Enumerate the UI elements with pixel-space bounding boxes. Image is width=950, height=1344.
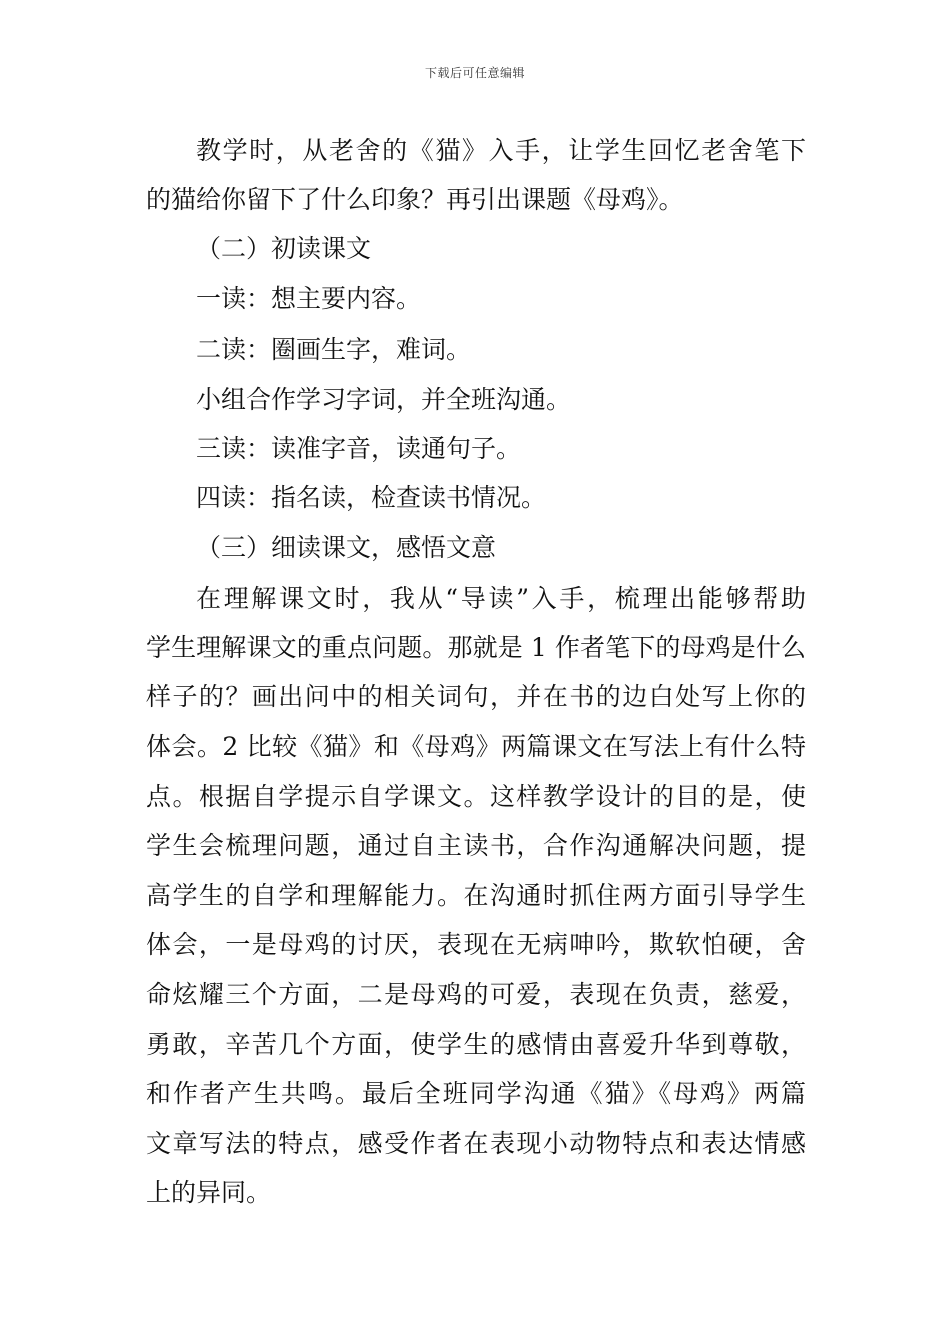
list-item: 四读：指名读，检查读书情况。 xyxy=(196,483,547,512)
list-item: 二读：圈画生字，难词。 xyxy=(196,335,472,364)
paragraph-line: 教学时，从老舍的《猫》入手，让学生回忆老舍笔下 xyxy=(196,136,806,165)
list-item: 三读：读准字音，读通句子。 xyxy=(196,434,522,463)
paragraph-line: 学生理解课文的重点问题。那就是 1 作者笔下的母鸡是什么 xyxy=(146,633,806,662)
section-heading: （二）初读课文 xyxy=(196,234,372,263)
paragraph-line: 高学生的自学和理解能力。在沟通时抓住两方面引导学生 xyxy=(146,881,806,910)
paragraph-line: 在理解课文时，我从“导读”入手，梳理出能够帮助 xyxy=(196,584,806,613)
paragraph-line: 的猫给你留下了什么印象？再引出课题《母鸡》。 xyxy=(146,185,684,214)
list-item: 小组合作学习字词，并全班沟通。 xyxy=(196,385,572,414)
paragraph-line: 点。根据自学提示自学课文。这样教学设计的目的是，使 xyxy=(146,782,806,811)
paragraph-line: 体会，一是母鸡的讨厌，表现在无病呻吟，欺软怕硬，舍 xyxy=(146,930,806,959)
paragraph-line: 样子的？画出问中的相关词句，并在书的边白处写上你的 xyxy=(146,682,806,711)
paragraph-line: 命炫耀三个方面，二是母鸡的可爱，表现在负责，慈爱， xyxy=(146,980,806,1009)
paragraph-line: 勇敢，辛苦几个方面，使学生的感情由喜爱升华到尊敬， xyxy=(146,1030,806,1059)
paragraph-line: 和作者产生共鸣。最后全班同学沟通《猫》《母鸡》两篇 xyxy=(146,1079,806,1108)
paragraph-line: 上的异同。 xyxy=(146,1178,272,1207)
page-header: 下载后可任意编辑 xyxy=(424,66,525,80)
paragraph-line: 文章写法的特点，感受作者在表现小动物特点和表达情感 xyxy=(146,1129,806,1158)
paragraph-line: 学生会梳理问题，通过自主读书，合作沟通解决问题，提 xyxy=(146,831,806,860)
section-heading: （三）细读课文，感悟文意 xyxy=(196,533,497,562)
paragraph-line: 体会。2 比较《猫》和《母鸡》两篇课文在写法上有什么特 xyxy=(146,732,806,761)
list-item: 一读：想主要内容。 xyxy=(196,284,422,313)
